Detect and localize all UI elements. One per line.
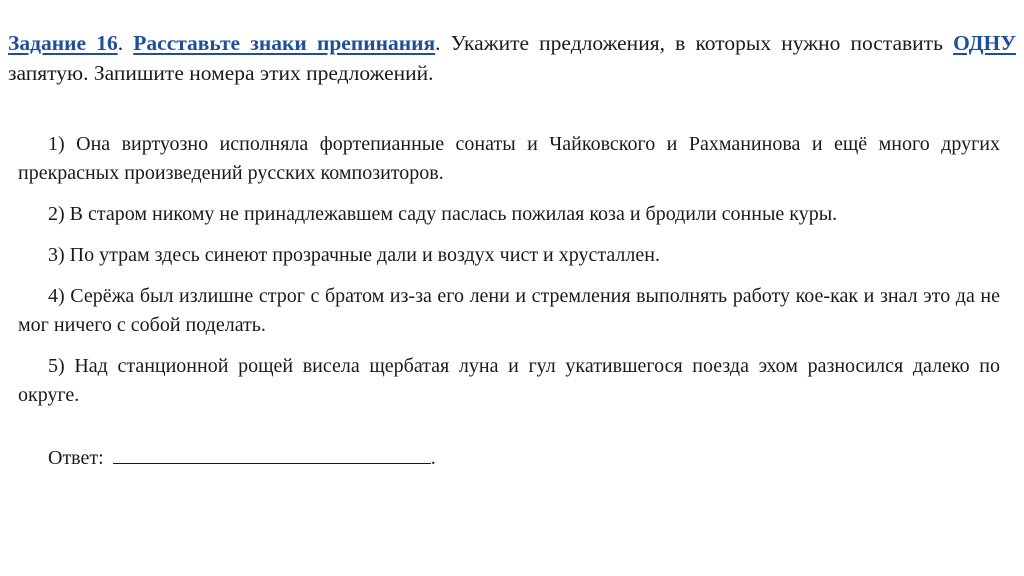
sentence-2: 2) В старом никому не принадлежавшем саду паслась пожилая коза и бродили сонные куры. (48, 203, 838, 225)
sentence-list (18, 130, 1000, 422)
emphasis-word-link[interactable]: ОДНУ (953, 31, 1017, 55)
instruction-text-part2: запятую. Запишите номера этих предложений. (8, 61, 434, 85)
answer-period: . (430, 447, 436, 469)
instruction-text-part1: . Укажите предложения, в которых нужно поставить (435, 31, 943, 55)
instruction-link[interactable]: Расставьте знаки препинания (133, 31, 436, 55)
sentence-4: 4) Серёжа был излишне строг с братом из-за его лени и стремления выполнять работу кое-как и знал это да не мог ничего с собой поделать. (18, 285, 1000, 336)
task-number-period: . (117, 31, 124, 55)
answer-row (48, 443, 436, 473)
answer-blank-line[interactable] (113, 443, 431, 464)
sentence-5: 5) Над станционной рощей висела щербатая луна и гул укатившегося поезда эхом разносился далеко по округе. (18, 355, 1000, 406)
task-number-link[interactable]: Задание 16 (8, 31, 118, 55)
task-header (8, 28, 1016, 88)
sentence-3: 3) По утрам здесь синеют прозрачные дали и воздух чист и хрусталлен. (48, 244, 660, 266)
answer-label: Ответ: (48, 447, 104, 469)
sentence-1: 1) Она виртуозно исполняла фортепианные сонаты и Чайковского и Рахманинова и ещё много других прекрасных произведений русских композиторов. (18, 133, 1000, 184)
